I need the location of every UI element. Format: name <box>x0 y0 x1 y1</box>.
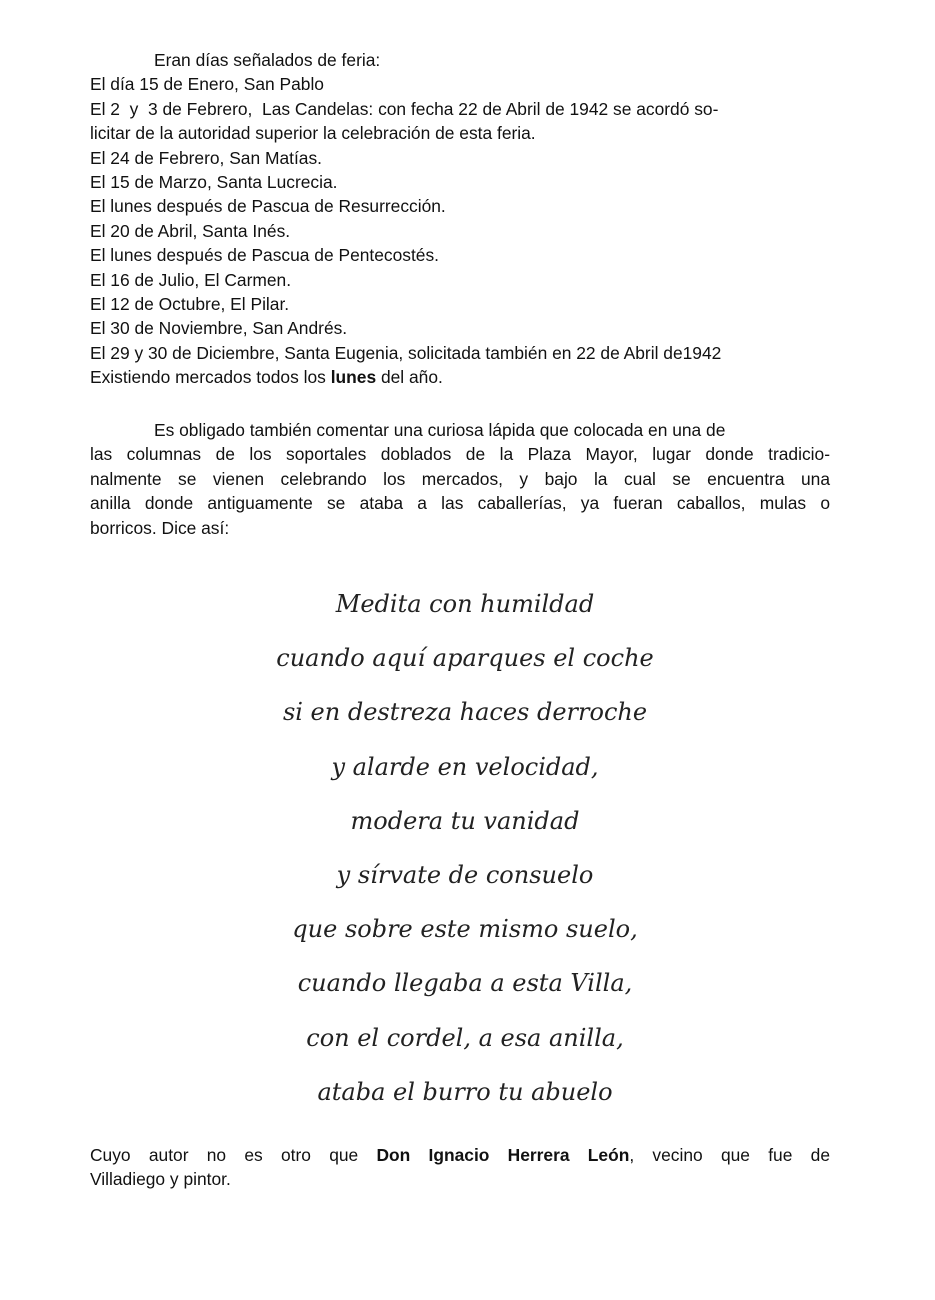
fair-line: El lunes después de Pascua de Resurrección. <box>90 196 446 217</box>
poem-verse: con el cordel, a esa anilla, <box>306 1023 624 1052</box>
author-name: Don Ignacio Herrera León <box>376 1145 630 1165</box>
fair-line: El 15 de Marzo, Santa Lucrecia. <box>90 172 338 193</box>
poem-verse: que sobre este mismo suelo, <box>292 915 638 944</box>
fairs-intro: Eran días señalados de feria: <box>154 50 381 70</box>
fair-line: El 24 de Febrero, San Matías. <box>90 147 322 168</box>
poem-verse: si en destreza haces derroche <box>282 698 648 727</box>
markets-text-post: del año. <box>376 367 443 388</box>
fairs-section <box>90 48 830 390</box>
fair-line: El día 15 de Enero, San Pablo <box>90 74 324 95</box>
fair-line: licitar de la autoridad superior la celebración de esta feria. <box>90 123 536 144</box>
poem <box>175 582 755 1124</box>
poem-verse: ataba el burro tu abuelo <box>317 1077 613 1106</box>
lapida-paragraph <box>90 418 830 540</box>
author-text-pre: Cuyo autor no es otro que <box>90 1145 377 1165</box>
poem-verse: cuando aquí aparques el coche <box>276 644 654 673</box>
fair-line: El 12 de Octubre, El Pilar. <box>90 294 290 315</box>
paragraph-line: anilla donde antiguamente se ataba a las caballerías, ya fueran caballos, mulas o <box>90 493 830 514</box>
fair-line: El 16 de Julio, El Carmen. <box>90 269 292 290</box>
author-text-post: , vecino que fue de <box>629 1145 830 1165</box>
author-line: Villadiego y pintor. <box>90 1169 231 1190</box>
poem-verse: y alarde en velocidad, <box>331 752 599 781</box>
author-paragraph <box>90 1143 830 1192</box>
author-line <box>90 1143 830 1167</box>
fair-line: El 20 de Abril, Santa Inés. <box>90 220 291 241</box>
markets-text-pre: Existiendo mercados todos los <box>90 367 331 388</box>
poem-verse: y sírvate de consuelo <box>336 860 594 889</box>
fair-line: El 30 de Noviembre, San Andrés. <box>90 318 348 339</box>
markets-text-bold: lunes <box>330 367 377 388</box>
fair-line: El 29 y 30 de Diciembre, Santa Eugenia, solicitada también en 22 de Abril de1942 <box>90 342 722 363</box>
paragraph-line: Es obligado también comentar una curiosa lápida que colocada en una de <box>154 420 726 440</box>
paragraph-line: nalmente se vienen celebrando los mercados, y bajo la cual se encuentra una <box>90 468 830 489</box>
paragraph-line: las columnas de los soportales doblados de la Plaza Mayor, lugar donde tradicio- <box>90 444 830 465</box>
markets-line <box>90 365 830 389</box>
poem-verse: Medita con humildad <box>335 590 595 618</box>
fair-line: El 2 y 3 de Febrero, Las Candelas: con fecha 22 de Abril de 1942 se acordó so- <box>90 98 719 119</box>
fair-line: El lunes después de Pascua de Pentecostés. <box>90 245 440 266</box>
poem-verse: modera tu vanidad <box>350 806 580 835</box>
poem-verse: cuando llegaba a esta Villa, <box>297 969 633 998</box>
paragraph-line: borricos. Dice así: <box>90 517 230 538</box>
